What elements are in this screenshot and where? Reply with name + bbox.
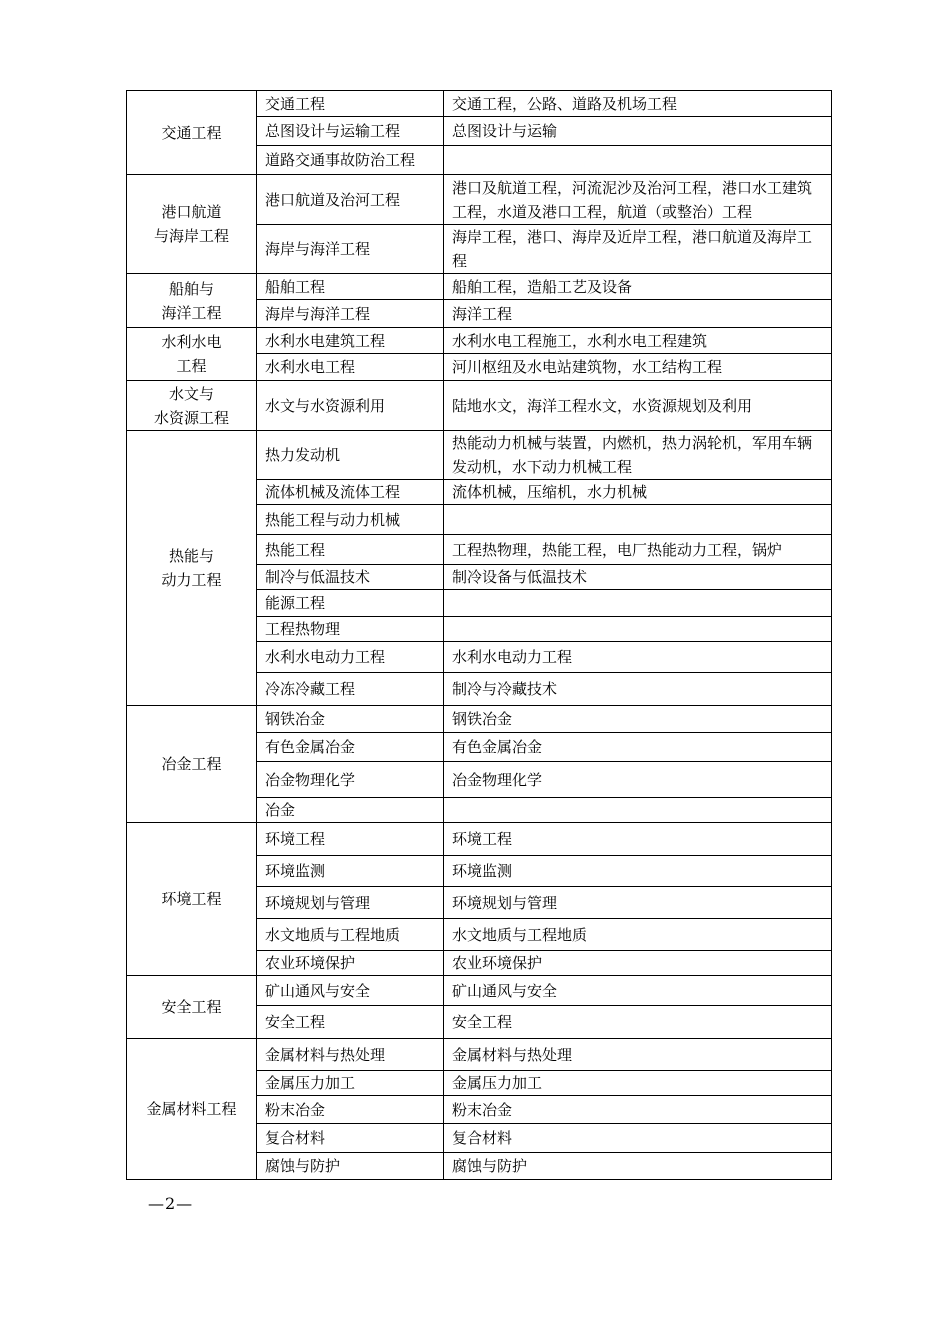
old-major-cell: 安全工程 bbox=[257, 1006, 444, 1039]
reference-major-cell: 水文地质与工程地质 bbox=[444, 919, 832, 951]
reference-major-cell: 制冷与冷藏技术 bbox=[444, 673, 832, 706]
old-major-cell: 制冷与低温技术 bbox=[257, 565, 444, 590]
reference-major-cell: 农业环境保护 bbox=[444, 951, 832, 976]
old-major-cell: 复合材料 bbox=[257, 1124, 444, 1153]
old-major-cell: 水利水电工程 bbox=[257, 354, 444, 381]
reference-major-cell: 腐蚀与防护 bbox=[444, 1153, 832, 1180]
old-major-cell: 冶金物理化学 bbox=[257, 762, 444, 798]
table-row bbox=[127, 706, 832, 733]
old-major-cell: 农业环境保护 bbox=[257, 951, 444, 976]
reference-major-cell bbox=[444, 146, 832, 175]
category-cell: 船舶与 海洋工程 bbox=[127, 274, 257, 328]
reference-major-cell: 交通工程，公路、道路及机场工程 bbox=[444, 91, 832, 117]
major-catalog-table bbox=[126, 90, 832, 1180]
old-major-cell: 热力发动机 bbox=[257, 431, 444, 480]
reference-major-cell: 水利水电动力工程 bbox=[444, 642, 832, 673]
old-major-cell: 能源工程 bbox=[257, 590, 444, 617]
reference-major-cell: 粉末冶金 bbox=[444, 1096, 832, 1124]
category-cell: 热能与 动力工程 bbox=[127, 431, 257, 706]
old-major-cell: 船舶工程 bbox=[257, 274, 444, 300]
old-major-cell: 腐蚀与防护 bbox=[257, 1153, 444, 1180]
old-major-cell: 交通工程 bbox=[257, 91, 444, 117]
reference-major-cell: 钢铁冶金 bbox=[444, 706, 832, 733]
reference-major-cell: 金属材料与热处理 bbox=[444, 1039, 832, 1071]
old-major-cell: 环境规划与管理 bbox=[257, 887, 444, 919]
old-major-cell: 钢铁冶金 bbox=[257, 706, 444, 733]
reference-major-cell bbox=[444, 617, 832, 642]
reference-major-cell: 水利水电工程施工，水利水电工程建筑 bbox=[444, 328, 832, 354]
old-major-cell: 流体机械及流体工程 bbox=[257, 480, 444, 505]
reference-major-cell: 复合材料 bbox=[444, 1124, 832, 1153]
table-row bbox=[127, 823, 832, 856]
category-cell: 冶金工程 bbox=[127, 706, 257, 823]
old-major-cell: 冷冻冷藏工程 bbox=[257, 673, 444, 706]
table-row bbox=[127, 175, 832, 225]
category-cell: 金属材料工程 bbox=[127, 1039, 257, 1180]
old-major-cell: 金属压力加工 bbox=[257, 1071, 444, 1096]
category-cell: 交通工程 bbox=[127, 91, 257, 175]
reference-major-cell: 安全工程 bbox=[444, 1006, 832, 1039]
old-major-cell: 水文与水资源利用 bbox=[257, 381, 444, 431]
reference-major-cell: 矿山通风与安全 bbox=[444, 976, 832, 1006]
reference-major-cell: 海岸工程，港口、海岸及近岸工程，港口航道及海岸工程 bbox=[444, 225, 832, 274]
reference-major-cell: 金属压力加工 bbox=[444, 1071, 832, 1096]
reference-major-cell bbox=[444, 590, 832, 617]
table-body bbox=[127, 91, 832, 1180]
reference-major-cell: 环境规划与管理 bbox=[444, 887, 832, 919]
old-major-cell: 有色金属冶金 bbox=[257, 733, 444, 762]
reference-major-cell: 制冷设备与低温技术 bbox=[444, 565, 832, 590]
old-major-cell: 环境监测 bbox=[257, 856, 444, 887]
reference-major-cell: 冶金物理化学 bbox=[444, 762, 832, 798]
reference-major-cell: 环境监测 bbox=[444, 856, 832, 887]
table-row bbox=[127, 1039, 832, 1071]
table-row bbox=[127, 91, 832, 117]
reference-major-cell: 港口及航道工程，河流泥沙及治河工程，港口水工建筑工程，水道及港口工程，航道（或整治）工程 bbox=[444, 175, 832, 225]
table-row bbox=[127, 274, 832, 300]
reference-major-cell bbox=[444, 505, 832, 535]
category-cell: 水利水电 工程 bbox=[127, 328, 257, 381]
old-major-cell: 港口航道及治河工程 bbox=[257, 175, 444, 225]
old-major-cell: 粉末冶金 bbox=[257, 1096, 444, 1124]
old-major-cell: 海岸与海洋工程 bbox=[257, 300, 444, 328]
old-major-cell: 热能工程 bbox=[257, 535, 444, 565]
old-major-cell: 水文地质与工程地质 bbox=[257, 919, 444, 951]
old-major-cell: 环境工程 bbox=[257, 823, 444, 856]
old-major-cell: 热能工程与动力机械 bbox=[257, 505, 444, 535]
reference-major-cell: 河川枢纽及水电站建筑物，水工结构工程 bbox=[444, 354, 832, 381]
reference-major-cell: 有色金属冶金 bbox=[444, 733, 832, 762]
table-row bbox=[127, 976, 832, 1006]
reference-major-cell: 船舶工程，造船工艺及设备 bbox=[444, 274, 832, 300]
reference-major-cell: 工程热物理，热能工程，电厂热能动力工程，锅炉 bbox=[444, 535, 832, 565]
reference-major-cell: 陆地水文，海洋工程水文，水资源规划及利用 bbox=[444, 381, 832, 431]
old-major-cell: 冶金 bbox=[257, 798, 444, 823]
old-major-cell: 水利水电动力工程 bbox=[257, 642, 444, 673]
reference-major-cell: 环境工程 bbox=[444, 823, 832, 856]
reference-major-cell bbox=[444, 798, 832, 823]
category-cell: 安全工程 bbox=[127, 976, 257, 1039]
reference-major-cell: 总图设计与运输 bbox=[444, 117, 832, 146]
old-major-cell: 海岸与海洋工程 bbox=[257, 225, 444, 274]
table-row bbox=[127, 328, 832, 354]
old-major-cell: 总图设计与运输工程 bbox=[257, 117, 444, 146]
table-row bbox=[127, 381, 832, 431]
category-cell: 环境工程 bbox=[127, 823, 257, 976]
old-major-cell: 道路交通事故防治工程 bbox=[257, 146, 444, 175]
old-major-cell: 水利水电建筑工程 bbox=[257, 328, 444, 354]
table-row bbox=[127, 431, 832, 480]
old-major-cell: 矿山通风与安全 bbox=[257, 976, 444, 1006]
reference-major-cell: 海洋工程 bbox=[444, 300, 832, 328]
reference-major-cell: 流体机械，压缩机，水力机械 bbox=[444, 480, 832, 505]
old-major-cell: 金属材料与热处理 bbox=[257, 1039, 444, 1071]
category-cell: 港口航道 与海岸工程 bbox=[127, 175, 257, 274]
old-major-cell: 工程热物理 bbox=[257, 617, 444, 642]
category-cell: 水文与 水资源工程 bbox=[127, 381, 257, 431]
page-number: —2— bbox=[148, 1194, 194, 1213]
reference-major-cell: 热能动力机械与装置，内燃机，热力涡轮机，军用车辆发动机，水下动力机械工程 bbox=[444, 431, 832, 480]
